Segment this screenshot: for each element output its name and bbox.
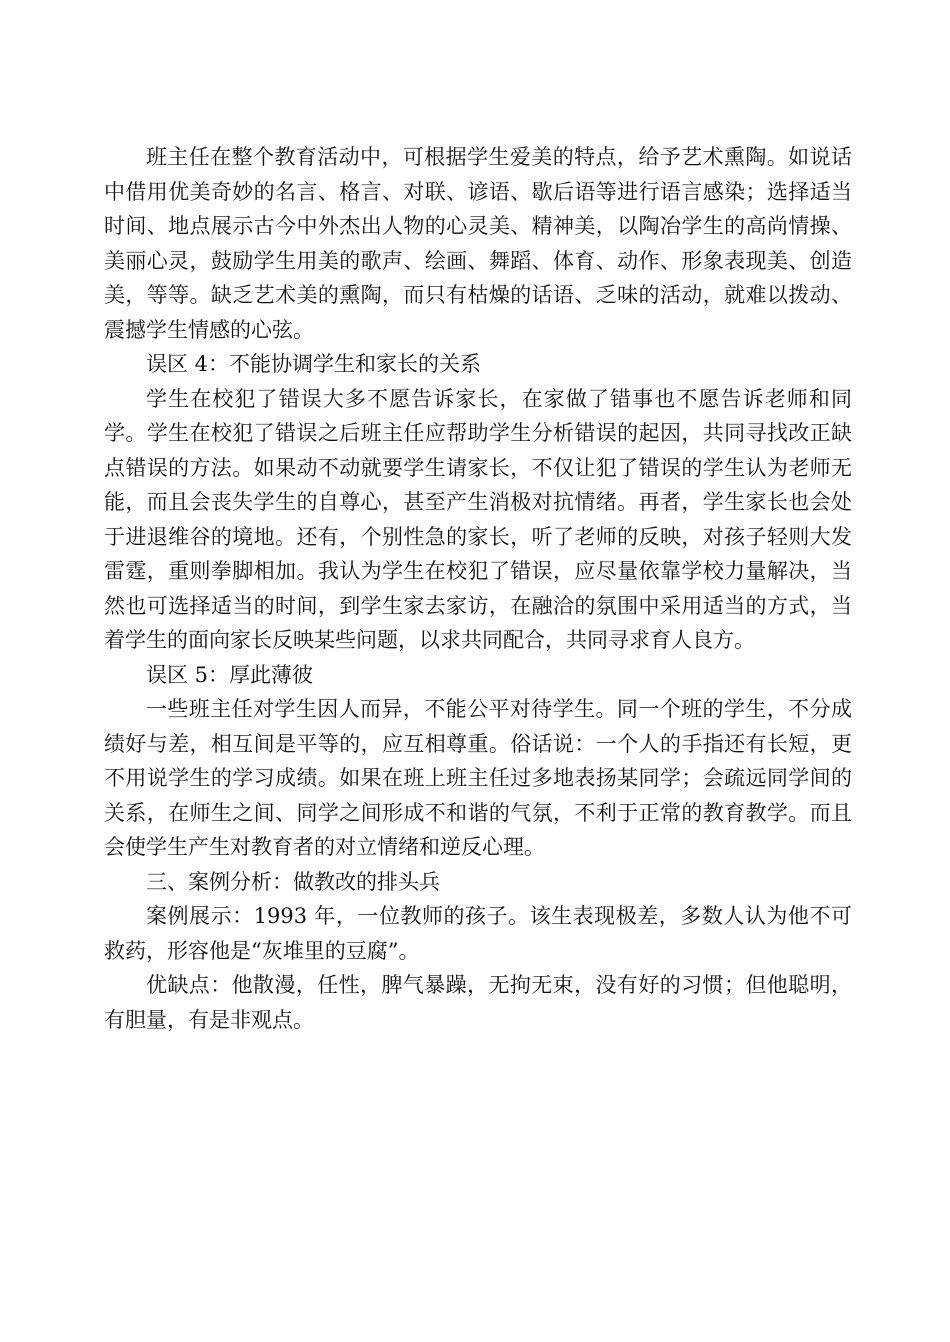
heading-mistake-5: 误区 5：厚此薄彼 xyxy=(146,662,314,687)
paragraph-parents-relation: 学生在校犯了错误大多不愿告诉家长，在家做了错事也不愿告诉老师和同学。学生在校犯了错误之后班主任应帮助学生分析错误的起因，共同寻找改正缺点错误的方法。如果动不动就要学生请家长，不仅让犯了错误的学生认为老师无能，而且会丧失学生的自尊心，甚至产生消极对抗情绪。再者，学生家长也会处于进退维谷的境地。还有，个别性急的家长，听了老师的反映，对孩子轻则大发雷霆，重则拳脚相加。我认为学生在校犯了错误，应尽量依靠学校力量解决，当然也可选择适当的时间，到学生家去家访，在融洽的氛围中采用适当的方式，当着学生的面向家长反映某些问题，以求共同配合，共同寻求育人良方。 xyxy=(104,386,852,652)
paragraph-fairness: 一些班主任对学生因人而异，不能公平对待学生。同一个班的学生，不分成绩好与差，相互间是平等的，应互相尊重。俗话说：一个人的手指还有长短，更不用说学生的学习成绩。如果在班上班主任过多地表扬某同学；会疏远同学间的关系，在师生之间、同学之间形成不和谐的气氛，不利于正常的教育教学。而且会使学生产生对教育者的对立情绪和逆反心理。 xyxy=(104,697,852,859)
paragraph-art-influence: 班主任在整个教育活动中，可根据学生爱美的特点，给予艺术熏陶。如说话中借用优美奇妙的名言、格言、对联、谚语、歇后语等进行语言感染；选择适当时间、地点展示古今中外杰出人物的心灵美、精神美，以陶冶学生的高尚情操、美丽心灵，鼓励学生用美的歌声、绘画、舞蹈、体育、动作、形象表现美、创造美，等等。缺乏艺术美的熏陶，而只有枯燥的话语、乏味的活动，就难以拨动、震撼学生情感的心弦。 xyxy=(104,145,852,342)
heading-mistake-4: 误区 4：不能协调学生和家长的关系 xyxy=(146,352,482,376)
paragraph-strengths-weaknesses: 优缺点：他散漫，任性，脾气暴躁，无拘无束，没有好的习惯；但他聪明，有胆量，有是非观点。 xyxy=(104,973,852,1032)
heading-case-analysis: 三、案例分析：做教改的排头兵 xyxy=(146,869,440,894)
paragraph-case-display: 案例展示：1993 年，一位教师的孩子。该生表现极差，多数人认为他不可救药，形容他是“灰堆里的豆腐”。 xyxy=(104,904,852,963)
